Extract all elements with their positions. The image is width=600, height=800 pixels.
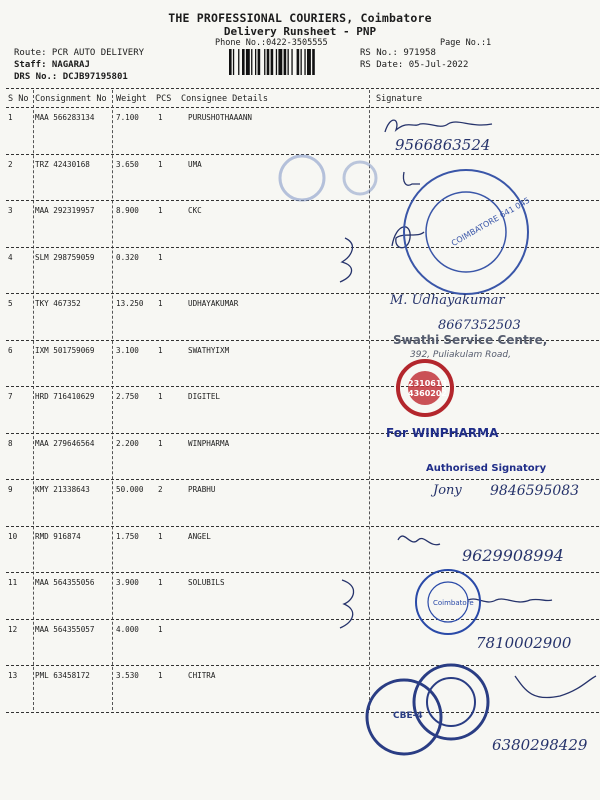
red-seal-number: 4360202 xyxy=(408,389,447,398)
handwritten-phone: 9629908994 xyxy=(462,546,564,565)
row-sno: 9 xyxy=(8,485,13,494)
row-consignment-no: PML 63458172 xyxy=(35,671,90,680)
handwritten-signature: Jony xyxy=(433,483,462,498)
row-pcs: 1 xyxy=(158,299,163,308)
row-sno: 3 xyxy=(8,206,13,215)
row-consignment-no: SLM 298759059 xyxy=(35,252,95,262)
row-pcs: 1 xyxy=(158,578,163,587)
row-weight: 8.900 xyxy=(116,206,139,215)
row-sno: 1 xyxy=(8,113,13,122)
red-seal xyxy=(408,371,442,405)
stamp-center-text: COIMBATORE 641 045 xyxy=(449,195,532,248)
handwritten-phone: 8667352503 xyxy=(438,318,521,333)
row-consignee: DIGITEL xyxy=(188,392,221,401)
faint-stamp xyxy=(344,162,376,194)
signature-scribble xyxy=(515,676,596,698)
row-pcs: 1 xyxy=(158,438,163,448)
row-consignee: CHITRA xyxy=(188,671,216,680)
row-pcs: 1 xyxy=(158,392,163,401)
row-consignment-no: TKY 467352 xyxy=(35,299,81,308)
row-weight: 4.000 xyxy=(116,624,139,634)
row-weight: 3.650 xyxy=(116,159,139,169)
row-sno: 12 xyxy=(8,624,18,634)
signature-scribble xyxy=(398,536,440,545)
phone-number: Phone No.:0422-3505555 xyxy=(215,38,328,48)
handwritten-phone: 9846595083 xyxy=(490,483,580,499)
row-pcs: 1 xyxy=(158,159,163,169)
row-pcs: 1 xyxy=(158,624,163,634)
row-pcs: 1 xyxy=(158,206,163,215)
row-consignment-no: MAA 292319957 xyxy=(35,206,95,215)
row-pcs: 1 xyxy=(158,345,163,355)
row-weight: 3.100 xyxy=(116,345,139,355)
stamp-authorised-signatory: Authorised Signatory xyxy=(426,463,547,474)
row-consignment-no: TRZ 42430168 xyxy=(35,159,90,169)
stamp-center-text: Coimbatore xyxy=(433,599,474,607)
staff-label: Staff: NAGARAJ xyxy=(14,60,90,70)
stamp-swathi-address: 392, Puliakulam Road, xyxy=(410,350,511,360)
row-sno: 8 xyxy=(8,438,13,448)
signature-scribble xyxy=(392,227,424,248)
handwritten-phone: 7810002900 xyxy=(476,634,572,652)
row-sno: 10 xyxy=(8,531,18,541)
col-header-weight: Weight xyxy=(116,94,147,104)
handwritten-phone: 9566863524 xyxy=(395,136,491,154)
handwritten-name: M. Udhayakumar xyxy=(390,293,505,308)
row-consignment-no: KMY 21338643 xyxy=(35,485,90,494)
col-header-sno: S No xyxy=(8,94,29,104)
row-weight: 7.100 xyxy=(116,113,139,122)
row-consignment-no: IXM 501759069 xyxy=(35,345,95,355)
col-header-consignment: Consignment No xyxy=(35,94,107,104)
row-consignee: SWATHYIXM xyxy=(188,345,230,355)
row-consignee: PRABHU xyxy=(188,485,216,494)
row-consignee: ANGEL xyxy=(188,531,211,541)
row-pcs: 1 xyxy=(158,671,163,680)
drs-number: DRS No.: DCJB97195801 xyxy=(14,72,128,82)
row-weight: 3.530 xyxy=(116,671,139,680)
stamp-center-text: CBE-4 xyxy=(393,711,423,721)
row-weight: 13.250 xyxy=(116,299,144,308)
row-weight: 50.000 xyxy=(116,485,144,494)
row-sno: 6 xyxy=(8,345,13,355)
row-sno: 7 xyxy=(8,392,13,401)
red-seal-number: 2310613 xyxy=(408,379,447,388)
row-sno: 4 xyxy=(8,252,13,262)
row-pcs: 2 xyxy=(158,485,163,494)
runsheet-subtitle: Delivery Runsheet - PNP xyxy=(223,25,377,38)
rs-number: RS No.: 971958 xyxy=(360,48,436,58)
row-weight: 0.320 xyxy=(116,252,139,262)
row-weight: 2.200 xyxy=(116,438,139,448)
col-header-signature: Signature xyxy=(376,94,423,104)
row-weight: 1.750 xyxy=(116,531,139,541)
row-sno: 11 xyxy=(8,578,18,587)
row-pcs: 1 xyxy=(158,113,163,122)
row-pcs: 1 xyxy=(158,252,163,262)
row-consignee: WINPHARMA xyxy=(188,438,230,448)
route-label: Route: PCR AUTO DELIVERY xyxy=(14,48,145,58)
signature-scribble xyxy=(385,120,492,132)
row-consignee: SOLUBILS xyxy=(188,578,225,587)
row-pcs: 1 xyxy=(158,531,163,541)
round-stamp xyxy=(427,678,475,726)
rs-date: RS Date: 05-Jul-2022 xyxy=(360,60,469,70)
handwritten-phone: 6380298429 xyxy=(492,736,588,754)
signature-scribble xyxy=(403,172,420,185)
round-stamp xyxy=(414,665,488,739)
row-sno: 5 xyxy=(8,299,13,308)
runsheet-title: THE PROFESSIONAL COURIERS, Coimbatore xyxy=(168,11,432,25)
col-header-consignee: Consignee Details xyxy=(181,94,268,104)
signature-brace xyxy=(340,580,354,628)
stamp-swathi-name: Swathi Service Centre, xyxy=(393,333,548,347)
row-sno: 13 xyxy=(8,671,18,680)
row-consignment-no: MAA 566283134 xyxy=(35,113,95,122)
row-consignee: UMA xyxy=(188,159,202,169)
signature-brace xyxy=(340,238,352,282)
row-weight: 3.900 xyxy=(116,578,139,587)
faint-stamp xyxy=(280,156,324,200)
page-number: Page No.:1 xyxy=(440,38,492,48)
row-consignment-no: MAA 564355057 xyxy=(35,624,95,634)
row-consignee: CKC xyxy=(188,206,202,215)
row-consignment-no: MAA 564355056 xyxy=(35,578,95,587)
row-consignment-no: MAA 279646564 xyxy=(35,438,95,448)
col-header-pcs: PCS xyxy=(156,94,172,104)
row-weight: 2.750 xyxy=(116,392,139,401)
row-consignee: UDHAYAKUMAR xyxy=(188,299,239,308)
row-consignment-no: RMD 916874 xyxy=(35,531,81,541)
row-consignee: PURUSHOTHAAANN xyxy=(188,113,253,122)
row-sno: 2 xyxy=(8,159,13,169)
stamp-winpharma: For WINPHARMA xyxy=(386,426,499,440)
row-consignment-no: HRD 716410629 xyxy=(35,392,95,401)
